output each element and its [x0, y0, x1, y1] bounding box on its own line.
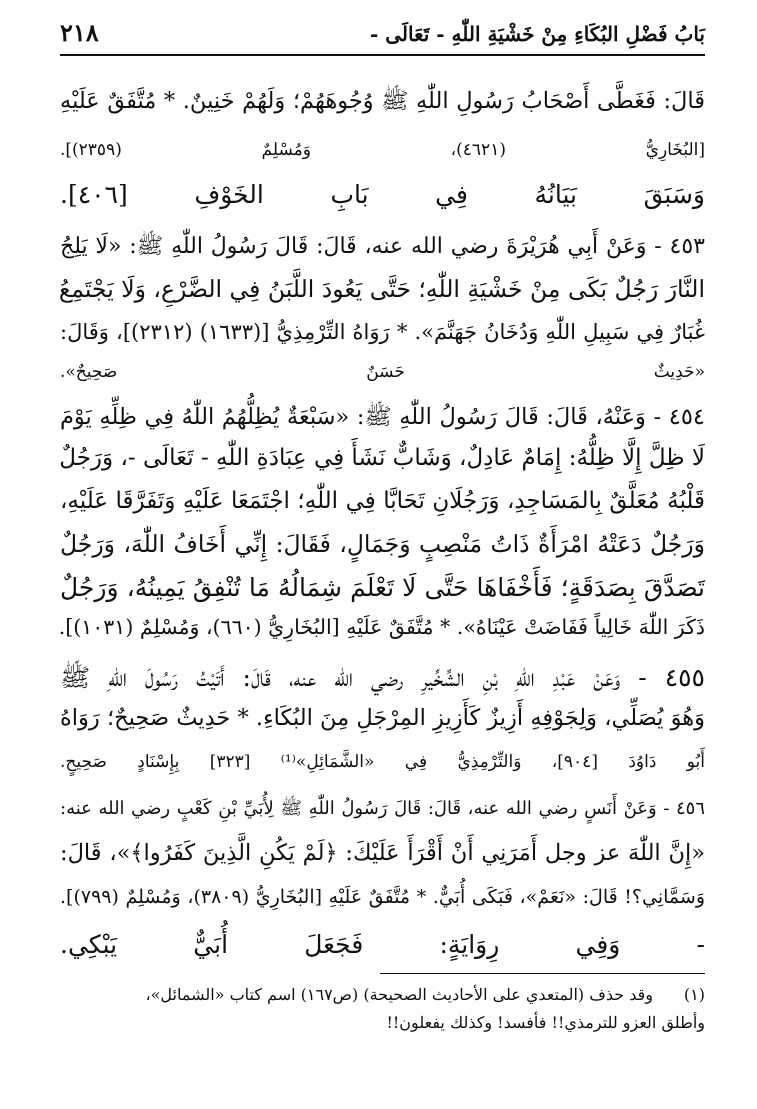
text-line: وَسَمَّانِي؟! قَالَ: «نَعَمْ»، فَبَكَى أُبَيٌّ. * مُتَّفَقٌ عَلَيْهِ [البُخَارِيُّ (٣٨٠٩)، وَمُسْلِمٌ (٧٩٩)].	[60, 886, 705, 908]
text-line: «حَدِيثٌ حَسَنٌ صَحِيحٌ».	[60, 362, 705, 382]
text-line: وَسَبَقَ بَيَانُهُ فِي بَابِ الخَوْفِ [٤٠٦].	[60, 180, 705, 209]
chapter-title: بَابُ فَضْلِ البُكَاءِ مِنْ خَشْيَةِ اللّٰهِ - تَعَالَى -	[369, 22, 705, 46]
text-line: لَا ظِلَّ إِلَّا ظِلُّهُ: إِمَامٌ عَادِلٌ، وَشَابٌّ نَشَأَ فِي عِبَادَةِ اللّٰهِ - تَعَالَى -، وَرَجُلٌ	[59, 445, 705, 471]
text-line: - وَفِي رِوَايَةٍ: فَجَعَلَ أُبَيٌّ يَبْكِي.	[60, 930, 705, 959]
page-header	[60, 18, 705, 52]
footnote-divider	[380, 973, 705, 974]
text-line: ٤٥٣ - وَعَنْ أَبِي هُرَيْرَةَ رضي الله عنه، قَالَ: قَالَ رَسُولُ اللّٰهِ ﷺ: «لَا يَلِجُ	[60, 234, 705, 259]
footnote-text-2: وأطلق العزو للترمذي!! فأفسد! وكذلك يفعلون!!	[386, 1013, 705, 1032]
text-line: ٤٥٤ - وَعَنْهُ، قَالَ: قَالَ رَسُولُ اللّٰهِ ﷺ: «سَبْعَةٌ يُظِلُّهُمُ اللّٰهُ فِي ظِلِّهِ يَوْمَ	[60, 404, 705, 430]
text-line: تَصَدَّقَ بِصَدَقَةٍ؛ فَأَخْفَاهَا حَتَّى لَا تَعْلَمَ شِمَالُهُ مَا تُنْفِقُ يَمِينُهُ، وَرَجُلٌ	[60, 573, 705, 602]
text-line: ذَكَرَ اللّٰهَ خَالِياً فَفَاضَتْ عَيْنَاهُ». * مُتَّفَقٌ عَلَيْهِ [البُخَارِيُّ (٦٦٠)، وَمُسْلِمٌ (١٠٣١)].	[58, 615, 705, 639]
text-line: «إِنَّ اللّٰهَ عز وجل أَمَرَنِي أَنْ أَقْرَأَ عَلَيْكَ: ﴿لَمْ يَكُنِ الَّذِينَ كَفَرُوا﴾»، قَالَ:	[60, 840, 705, 866]
text-line: أَبُو دَاوُدَ [٩٠٤]، وَالتِّرْمِذِيُّ فِي «الشَّمَائِلِ»⁽¹⁾ [٣٢٣] بِإِسْنَادٍ صَحِيحٍ.	[60, 752, 705, 772]
text-line: وَهُوَ يُصَلِّي، وَلِجَوْفِهِ أَزِيزٌ كَأَزِيزِ المِرْجَلِ مِنَ البُكَاءِ. * حَدِيثٌ صَحِيحٌ؛ رَوَاهُ	[60, 705, 705, 731]
header-divider	[60, 54, 705, 56]
text-line: النَّارَ رَجُلٌ بَكَى مِنْ خَشْيَةِ اللّٰهِ؛ حَتَّى يَعُودَ اللَّبَنُ فِي الضَّرْعِ، وَلَا يَجْتَمِعُ	[58, 275, 705, 303]
text-line: قَلْبُهُ مُعَلَّقٌ بِالمَسَاجِدِ، وَرَجُلَانِ تَحَابَّا فِي اللّٰهِ؛ اجْتَمَعَا عَلَيْهِ وَتَفَرَّقَا عَلَيْهِ،	[60, 488, 705, 514]
page-number: ٢١٨	[60, 18, 99, 47]
footnote-marker: (١)	[683, 985, 705, 1004]
text-line: ٤٥٦ - وَعَنْ أَنَسٍ رضي الله عنه، قَالَ: قَالَ رَسُولُ اللّٰهِ ﷺ لِأُبَيِّ بْنِ كَعْبٍ رضي الله عنه:	[60, 798, 705, 819]
footnote-line-2	[60, 1013, 705, 1032]
text-line: ٤٥٥ - وَعَنْ عَبْدِ اللّٰهِ بْنِ الشِّخِّيرِ رضي الله عنه، قَالَ: أَتَيْتُ رَسُولَ اللّٰهِ ﷺ	[60, 663, 705, 692]
text-line: قَالَ: فَغَطَّى أَصْحَابُ رَسُولِ اللّٰهِ ﷺ وُجُوهَهُمْ؛ وَلَهُمْ خَنِينٌ. * مُتَّفَقٌ عَلَيْهِ	[60, 88, 705, 114]
text-line: غُبَارٌ فِي سَبِيلِ اللّٰهِ وَدُخَانُ جَهَنَّمَ». * رَوَاهُ التِّرْمِذِيُّ [(١٦٣٣) (٢٣١٢)]، وَقَالَ:	[60, 320, 706, 344]
text-line: [البُخَارِيُّ (٤٦٢١)، وَمُسْلِمٌ (٢٣٥٩)].	[60, 140, 706, 160]
footnote-text-1: وقد حذف (المتعدي على الأحاديث الصحيحة) (ص١٦٧) اسم كتاب «الشمائل»،	[145, 985, 653, 1004]
text-line: وَرَجُلٌ دَعَتْهُ امْرَأَةٌ ذَاتُ مَنْصِبٍ وَجَمَالٍ، فَقَالَ: إِنِّي أَخَافُ اللّٰهَ، وَرَجُلٌ	[60, 530, 705, 558]
